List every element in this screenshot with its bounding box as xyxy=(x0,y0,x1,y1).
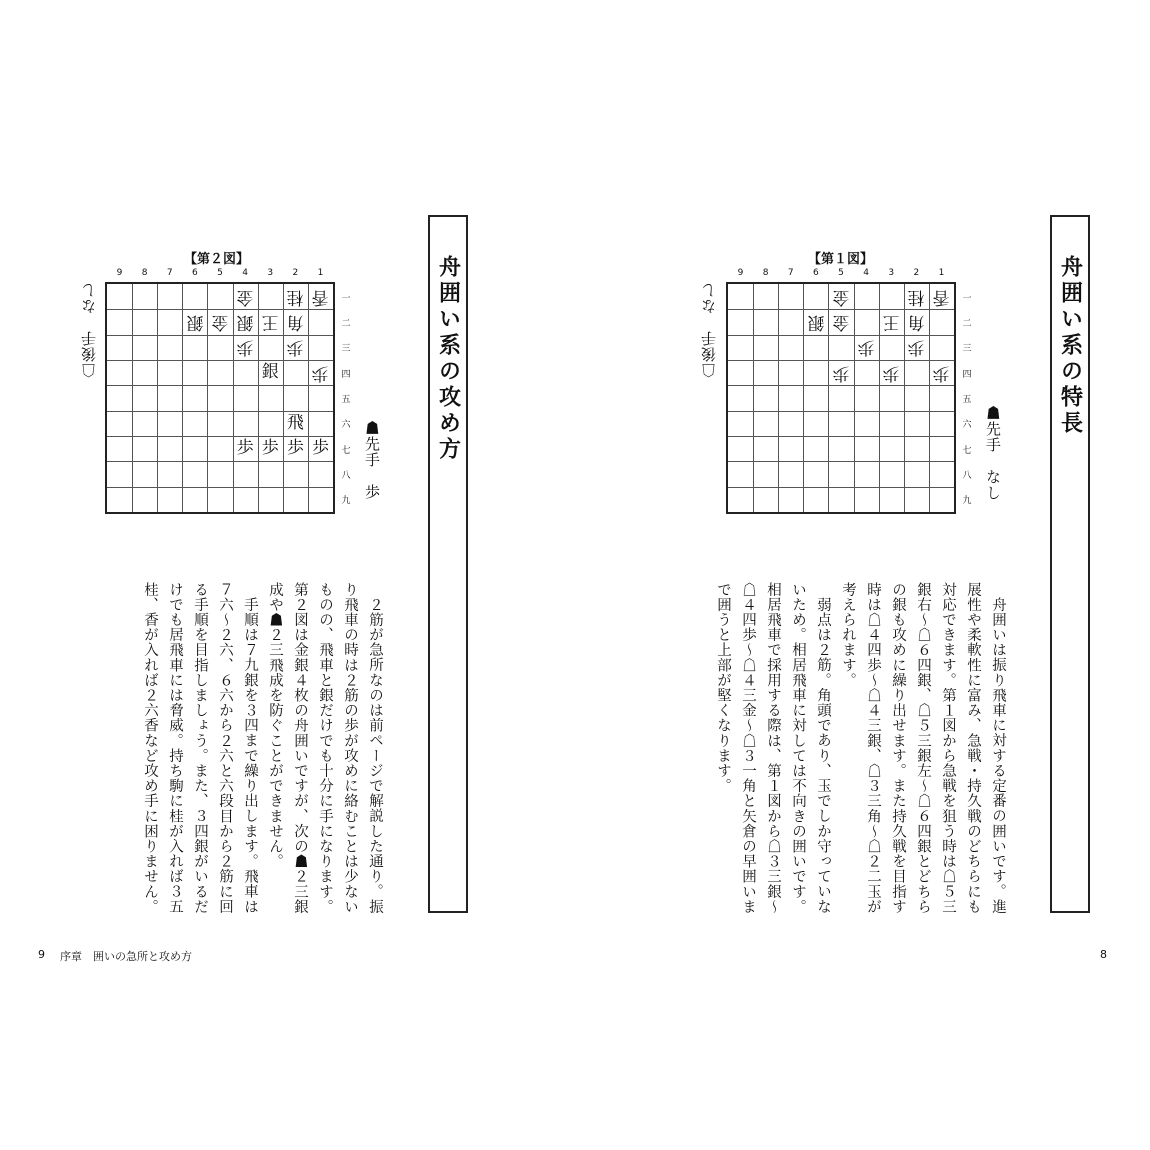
grid-line xyxy=(107,487,333,488)
page-number: 9 xyxy=(38,948,45,961)
section-title: 舟囲い系の攻め方 xyxy=(435,255,461,463)
section-title-box xyxy=(1050,215,1090,913)
shogi-piece: 歩 xyxy=(932,363,950,384)
file-label: 1 xyxy=(317,268,324,278)
sente-hand: ☗先手 なし xyxy=(984,405,1002,501)
shogi-piece: 歩 xyxy=(857,337,875,358)
body-text xyxy=(137,582,387,917)
shogi-board xyxy=(105,282,335,514)
section-title-box xyxy=(428,215,468,913)
shogi-piece: 金 xyxy=(832,312,850,333)
shogi-piece: 金 xyxy=(832,287,850,308)
shogi-piece: 歩 xyxy=(311,363,329,384)
shogi-board xyxy=(726,282,956,514)
rank-label: 六 xyxy=(962,420,972,431)
grid-line xyxy=(728,385,954,386)
gote-hand: ☖後手 なし xyxy=(700,282,718,378)
shogi-piece: 金 xyxy=(211,312,229,333)
file-label: 5 xyxy=(838,268,844,278)
paragraph: 舟囲いは振り飛車に対する定番の囲いです。進展性や柔軟性に富み、急戦・持久戦のどちらにも対応できます。第１図から急戦を狙う時は☖５三銀右〜☖６四銀、☖５三銀左〜☖６四銀とどちらの銀も攻めに繰り出せます。また持久戦を目指す時は☖４四歩〜☖４三銀、☖３三角〜☖２二玉が考えられます。 xyxy=(840,582,1006,915)
body-text xyxy=(710,582,1010,917)
rank-label: 四 xyxy=(962,369,972,380)
shogi-piece: 歩 xyxy=(311,438,329,459)
grid-line xyxy=(854,284,855,512)
shogi-piece: 歩 xyxy=(286,438,304,459)
shogi-piece: 銀 xyxy=(236,312,254,333)
rank-label: 五 xyxy=(962,395,972,405)
file-label: 8 xyxy=(762,268,769,278)
rank-label: 八 xyxy=(962,471,972,481)
paragraph: 弱点は２筋。角頭であり、玉でしか守っていないため。相居飛車に対しては不向きの囲いです。相居飛車で採用する際は、第１図から☖３三銀〜☖４四歩〜☖４三金〜☖３一角と矢倉の早囲いまで囲うと上部が堅くなります。 xyxy=(715,582,831,915)
shogi-piece: 歩 xyxy=(907,337,925,358)
rank-label: 二 xyxy=(962,319,972,329)
rank-label: 七 xyxy=(341,445,351,456)
file-label: 2 xyxy=(292,268,299,278)
file-label: 4 xyxy=(863,268,869,278)
gote-hand: ☖後手 なし xyxy=(80,282,98,378)
grid-line xyxy=(157,284,158,512)
rank-label: 四 xyxy=(341,369,351,380)
rank-label: 三 xyxy=(341,344,351,355)
shogi-piece: 銀 xyxy=(261,362,279,383)
shogi-piece: 桂 xyxy=(907,287,925,308)
grid-line xyxy=(107,461,333,462)
file-label: 9 xyxy=(116,268,123,278)
shogi-piece: 歩 xyxy=(832,363,850,384)
shogi-piece: 歩 xyxy=(236,337,254,358)
paragraph: 手順は７九銀を３四まで繰り出します。飛車は７六〜２六、６六から２六と六段目から２筋に回る手順を目指しましょう。また、３四銀がいるだけでも居飛車には脅威。持ち駒に桂が入れば３五桂、香が入れば２六香など攻め手に困りません。 xyxy=(142,582,258,915)
shogi-piece: 金 xyxy=(236,287,254,308)
rank-label: 九 xyxy=(341,496,351,507)
shogi-piece: 銀 xyxy=(186,312,204,333)
shogi-piece: 歩 xyxy=(286,337,304,358)
paragraph: ２筋が急所なのは前ページで解説した通り。振り飛車の時は２筋の歩が攻めに絡むことは少ないものの、飛車と銀だけでも十分に手になります。第２図は金銀４枚の舟囲いですが、次の☗２三銀成や☗２三飛成を防ぐことができません。 xyxy=(267,582,383,915)
section-title: 舟囲い系の特長 xyxy=(1057,255,1083,437)
file-label: 7 xyxy=(787,268,794,278)
rank-label: 六 xyxy=(341,420,351,431)
grid-line xyxy=(728,411,954,412)
grid-line xyxy=(107,360,333,361)
rank-label: 五 xyxy=(341,395,351,405)
file-label: 1 xyxy=(938,268,945,278)
file-label: 5 xyxy=(217,268,223,278)
figure-title: 【第２図】 xyxy=(184,252,250,267)
rank-label: 三 xyxy=(962,344,972,355)
grid-line xyxy=(728,436,954,437)
file-label: 9 xyxy=(737,268,744,278)
running-head: 序章 囲いの急所と攻め方 xyxy=(60,950,192,963)
shogi-piece: 歩 xyxy=(236,438,254,459)
file-label: 8 xyxy=(141,268,148,278)
sente-hand: ☗先手 歩 xyxy=(363,420,381,500)
file-label: 6 xyxy=(813,268,819,278)
right-page xyxy=(575,0,1150,1150)
shogi-piece: 桂 xyxy=(286,287,304,308)
rank-label: 一 xyxy=(962,293,972,304)
shogi-piece: 角 xyxy=(286,312,304,333)
grid-line xyxy=(728,487,954,488)
file-label: 3 xyxy=(267,268,274,278)
shogi-piece: 角 xyxy=(907,312,925,333)
grid-line xyxy=(308,284,309,512)
shogi-piece: 王 xyxy=(261,312,279,333)
shogi-piece: 飛 xyxy=(286,412,304,433)
rank-label: 九 xyxy=(962,496,972,507)
rank-label: 二 xyxy=(341,319,351,329)
file-label: 7 xyxy=(166,268,173,278)
shogi-piece: 王 xyxy=(882,312,900,333)
grid-line xyxy=(728,461,954,462)
shogi-piece: 銀 xyxy=(807,312,825,333)
shogi-piece: 歩 xyxy=(261,438,279,459)
shogi-piece: 歩 xyxy=(882,363,900,384)
grid-line xyxy=(107,385,333,386)
grid-line xyxy=(753,284,754,512)
rank-label: 一 xyxy=(341,293,351,304)
rank-label: 七 xyxy=(962,445,972,456)
figure-title: 【第１図】 xyxy=(808,252,874,267)
shogi-piece: 香 xyxy=(932,287,950,308)
grid-line xyxy=(929,284,930,512)
file-label: 4 xyxy=(242,268,248,278)
file-label: 6 xyxy=(192,268,198,278)
file-label: 2 xyxy=(913,268,920,278)
shogi-piece: 香 xyxy=(311,287,329,308)
grid-line xyxy=(132,284,133,512)
grid-line xyxy=(778,284,779,512)
file-label: 3 xyxy=(888,268,895,278)
rank-label: 八 xyxy=(341,471,351,481)
page-number: 8 xyxy=(1100,948,1107,961)
